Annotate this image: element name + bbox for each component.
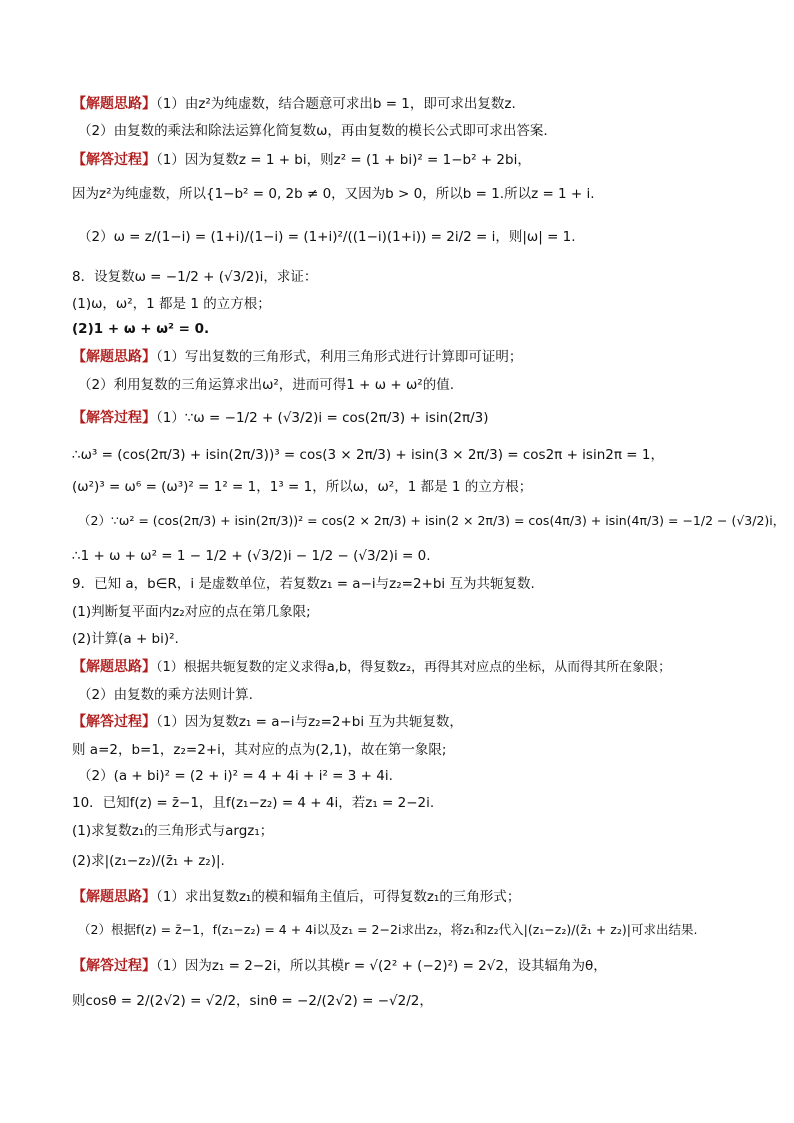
line-text: (2)求|(z₁−z₂)/(z̄₁ + z₂)|. <box>72 853 225 869</box>
question-10-part-2 <box>72 850 225 872</box>
line-text: (2)1 + ω + ω² = 0. <box>72 321 210 337</box>
line-text: （1）因为复数z = 1 + bi，则z² = (1 + bi)² = 1−b² + 2bi， <box>156 152 531 168</box>
line-21 <box>72 711 463 733</box>
question-8-part-2 <box>72 318 209 340</box>
line-23 <box>78 765 393 787</box>
line-10 <box>78 374 454 396</box>
line-text: ∴ω³ = (cos(2π/3) + isin(2π/3))³ = cos(3 × 2π/3) + isin(3 × 2π/3) = cos2π + isin2π = 1， <box>72 447 664 463</box>
line-27 <box>72 886 520 908</box>
question-9-title <box>72 573 535 595</box>
question-10-part-1 <box>72 820 273 842</box>
line-30 <box>72 990 433 1012</box>
line-text: （1）由z²为纯虚数，结合题意可求出b = 1，即可求出复数z. <box>156 96 516 112</box>
line-11 <box>72 407 489 429</box>
line-20 <box>78 684 253 706</box>
line-28 <box>78 919 697 941</box>
question-10-title <box>72 792 434 814</box>
line-29 <box>72 955 607 977</box>
line-text: 因为z²为纯虚数，所以{1−b² = 0, 2b ≠ 0，又因为b > 0，所以b = 1.所以z = 1 + i. <box>72 186 595 202</box>
line-3 <box>72 149 531 171</box>
line-22 <box>72 739 446 761</box>
line-text: （1）求出复数z₁的模和辐角主值后，可得复数z₁的三角形式； <box>156 889 521 905</box>
line-text: (2)计算(a + bi)². <box>72 631 179 647</box>
solution-idea-tag: 【解题思路】 <box>72 889 156 905</box>
line-text: （1）写出复数的三角形式，利用三角形式进行计算即可证明； <box>156 349 523 365</box>
question-9-part-2 <box>72 628 179 650</box>
solution-process-tag: 【解答过程】 <box>72 714 156 730</box>
line-14 <box>78 510 785 532</box>
line-9 <box>72 346 522 368</box>
line-text: （1）∵ω = −1/2 + (√3/2)i = cos(2π/3) + isin(2π/3) <box>156 410 489 426</box>
line-text: （2）ω = z/(1−i) = (1+i)/(1−i) = (1+i)²/((1−i)(1+i)) = 2i/2 = i，则|ω| = 1. <box>78 229 576 245</box>
line-text: (ω²)³ = ω⁶ = (ω³)² = 1² = 1，1³ = 1，所以ω，ω²，1 都是 1 的立方根； <box>72 479 533 495</box>
line-text: 8．设复数ω = −1/2 + (√3/2)i，求证： <box>72 269 318 285</box>
line-text: (1)判断复平面内z₂对应的点在第几象限; <box>72 604 311 620</box>
line-text: （2）根据f(z) = z̄−1，f(z₁−z₂) = 4 + 4i以及z₁ = 2−2i求出z₂，将z₁和z₂代入|(z₁−z₂)/(z̄₁ + z₂)|可求出结果. <box>78 922 698 937</box>
line-text: 9．已知 a，b∈R，i 是虚数单位，若复数z₁ = a−i与z₂=2+bi 互为共轭复数. <box>72 576 535 592</box>
solution-process-tag: 【解答过程】 <box>72 958 156 974</box>
line-text: （2）利用复数的三角运算求出ω²，进而可得1 + ω + ω²的值. <box>78 377 454 393</box>
line-12 <box>72 444 664 466</box>
question-8-title <box>72 266 317 288</box>
solution-process-tag: 【解答过程】 <box>72 152 156 168</box>
line-text: (1)求复数z₁的三角形式与argz₁； <box>72 823 274 839</box>
solution-idea-tag: 【解题思路】 <box>72 96 156 112</box>
question-8-part-1 <box>72 293 271 315</box>
line-15 <box>72 545 431 567</box>
line-text: ∴1 + ω + ω² = 1 − 1/2 + (√3/2)i − 1/2 − (√3/2)i = 0. <box>72 548 431 564</box>
line-text: （1）根据共轭复数的定义求得a,b，得复数z₂，再得其对应点的坐标，从而得其所在象限； <box>156 660 672 675</box>
line-text: 10．已知f(z) = z̄−1，且f(z₁−z₂) = 4 + 4i，若z₁ = 2−2i. <box>72 795 435 811</box>
line-text: （2）由复数的乘方法则计算. <box>78 687 253 703</box>
line-4 <box>72 183 595 205</box>
line-1 <box>72 93 516 115</box>
line-text: （1）因为复数z₁ = a−i与z₂=2+bi 互为共轭复数， <box>156 714 463 730</box>
line-text: 则 a=2，b=1，z₂=2+i，其对应的点为(2,1)，故在第一象限; <box>72 742 447 758</box>
line-text: （2）由复数的乘法和除法运算化简复数ω，再由复数的模长公式即可求出答案. <box>78 123 548 139</box>
line-text: （2）∵ω² = (cos(2π/3) + isin(2π/3))² = cos(2 × 2π/3) + isin(2 × 2π/3) = cos(4π/3) + isin(4π/3) = −1/2 − (√3/2)i， <box>78 513 786 528</box>
solution-idea-tag: 【解题思路】 <box>72 659 156 675</box>
line-text: （1）因为z₁ = 2−2i，所以其模r = √(2² + (−2)²) = 2√2，设其辐角为θ， <box>156 958 607 974</box>
solution-idea-tag: 【解题思路】 <box>72 349 156 365</box>
line-text: 则cosθ = 2/(2√2) = √2/2，sinθ = −2/(2√2) = −√2/2， <box>72 993 433 1009</box>
line-19 <box>72 656 671 678</box>
line-13 <box>72 476 532 498</box>
question-9-part-1 <box>72 601 311 623</box>
solution-process-tag: 【解答过程】 <box>72 410 156 426</box>
line-text: （2）(a + bi)² = (2 + i)² = 4 + 4i + i² = 3 + 4i. <box>78 768 393 784</box>
line-2 <box>78 120 548 142</box>
line-5 <box>78 226 576 248</box>
line-text: (1)ω，ω²，1 都是 1 的立方根； <box>72 296 271 312</box>
